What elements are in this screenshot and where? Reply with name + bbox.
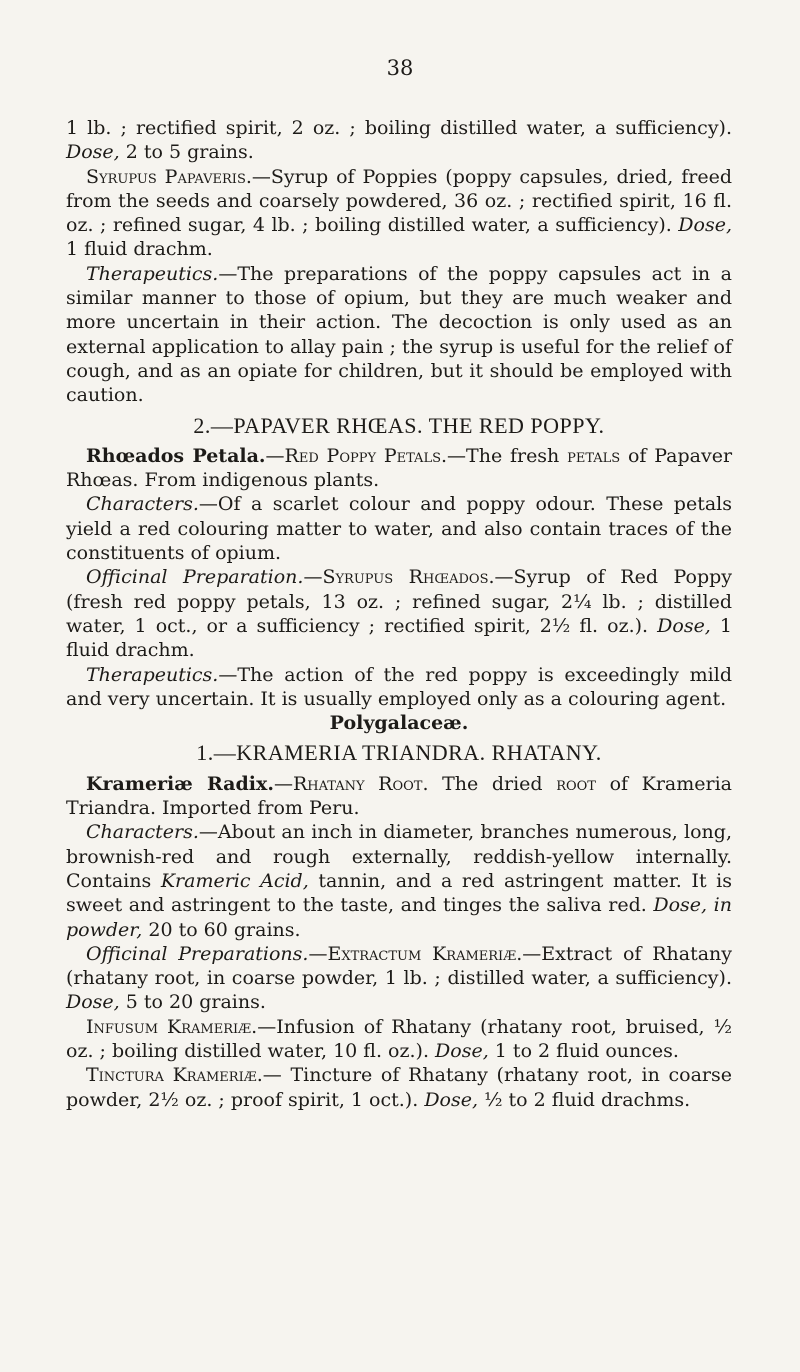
paragraph-text: of Krameria Triandra. Imported from Peru. (66, 772, 732, 820)
paragraph-text: —The action of the red poppy is exceedingly mild and very uncertain. It is usually employed only as a colouring agent. (66, 663, 732, 710)
dose-label: Dose, in powder, (66, 894, 732, 941)
dose-value: 1 fluid drachm. (66, 614, 732, 662)
paragraph-text: 1 lb. ; rectified spirit, 2 oz. ; boiling distilled water, a sufficiency). (66, 117, 732, 139)
dose-value: 1 fluid drachm. (66, 238, 213, 261)
section-label: Characters. (86, 821, 199, 844)
preparation-name: Tinctura Krameriæ. (86, 1064, 263, 1087)
paragraph-continuation (66, 116, 732, 165)
paragraph-text: —Extract of Rhatany (rhatany root, in coarse powder, 1 lb. ; distilled water, a sufficiency). (66, 942, 733, 990)
section-label: Officinal Preparations. (86, 942, 309, 965)
preparation-name: Infusum Krameriæ. (86, 1015, 258, 1038)
page-number: 38 (386, 56, 414, 80)
heading-krameria-triandra: 1.—KRAMERIA TRIANDRA. RHATANY. (196, 740, 602, 766)
paragraph-extractum-krameriae (66, 942, 732, 1015)
paragraph-text: of Papaver Rhœas. From indigenous plants. (66, 444, 733, 492)
dose-label: Dose, (424, 1088, 479, 1111)
family-heading: Polygalaceæ. (329, 712, 469, 735)
paragraph-tinctura-krameriae (66, 1063, 732, 1112)
dose-label: Dose, (66, 991, 120, 1014)
drug-part: petals (567, 444, 621, 467)
paragraph-text: The dried (428, 772, 543, 795)
paragraph-therapeutics-poppy (66, 262, 732, 408)
page-body (66, 116, 732, 1112)
preparation-name: —Syrupus Rhœados. (303, 566, 495, 589)
paragraph-text: —About an inch in diameter, branches numerous, long, brownish-red and rough externally, reddish-yellow internally. Contains (66, 821, 732, 892)
paragraph-characters-rhatany (66, 820, 732, 941)
preparation-name: Syrupus Papaveris. (86, 165, 252, 188)
paragraph-syrupus-papaveris (66, 165, 732, 262)
dose-value: 5 to 20 grains. (119, 991, 266, 1014)
paragraph-text: — Tincture of Rhatany (rhatany root, in coarse powder, 2½ oz. ; proof spirit, 1 oct.). (66, 1064, 732, 1111)
paragraph-text: —The fresh (447, 444, 560, 467)
paragraph-therapeutics-red-poppy (66, 663, 732, 712)
paragraph-official-preparation (66, 565, 732, 662)
paragraph-text: —Of a scarlet colour and poppy odour. These petals yield a red colouring matter to water, and also contain traces of the constituents of opium. (66, 493, 732, 565)
dose-value: 2 to 5 grains. (119, 141, 254, 164)
drug-part: root (556, 772, 596, 795)
dose-label: Dose, (678, 214, 732, 237)
acid-name: Krameric Acid, (160, 869, 309, 892)
dose-label: Dose, (435, 1039, 489, 1062)
drug-name: Krameriæ Radix. (86, 772, 274, 795)
paragraph-infusum-krameriae (66, 1015, 732, 1064)
paragraph-text: tannin, and a red astringent matter. It is sweet and astringent to the taste, and tinges the saliva red. (66, 869, 732, 917)
heading-papaver-rhoeas: 2.—PAPAVER RHŒAS. THE RED POPPY. (193, 412, 605, 438)
paragraph-text: —Syrup of Red Poppy (fresh red poppy petals, 13 oz. ; refined sugar, 2¼ lb. ; distilled water, 1 oct., or a sufficiency ; rectified spirit, 2½ fl. oz.). (66, 566, 733, 637)
preparation-name: —Extractum Krameriæ. (308, 942, 523, 965)
dose-label: Dose, (66, 141, 120, 164)
drug-english-name: —Red Poppy Petals. (265, 444, 448, 467)
paragraph-krameriae-radix (66, 772, 732, 821)
section-label: Characters. (86, 493, 199, 516)
paragraph-text: —The preparations of the poppy capsules act in a similar manner to those of opium, but they are much weaker and more uncertain in their action. The decoction is only used as an external application to allay pain ; the syrup is useful for the relief of cough, and as an opiate for children, but it should be employed with caution. (66, 262, 732, 407)
paragraph-text: —Infusion of Rhatany (rhatany root, bruised, ½ oz. ; boiling distilled water, 10 fl. oz.). (66, 1015, 733, 1062)
drug-english-name: —Rhatany Root. (273, 772, 429, 795)
paragraph-text: —Syrup of Poppies (poppy capsules, dried, freed from the seeds and coarsely powdered, 36 oz. ; rectified spirit, 16 fl. oz. ; refined sugar, 4 lb. ; boiling distilled water, a sufficiency). (66, 165, 732, 237)
drug-name: Rhœados Petala. (86, 444, 266, 467)
section-label: Therapeutics. (86, 262, 219, 285)
paragraph-rhoeados-petala (66, 444, 732, 493)
dose-label: Dose, (657, 614, 711, 637)
paragraph-characters-red-poppy (66, 492, 732, 565)
section-label: Therapeutics. (86, 663, 219, 686)
section-label: Officinal Preparation. (86, 566, 304, 589)
dose-value: ½ to 2 fluid drachms. (478, 1088, 691, 1111)
dose-value: 1 to 2 fluid ounces. (488, 1039, 679, 1062)
dose-value: 20 to 60 grains. (142, 918, 301, 941)
